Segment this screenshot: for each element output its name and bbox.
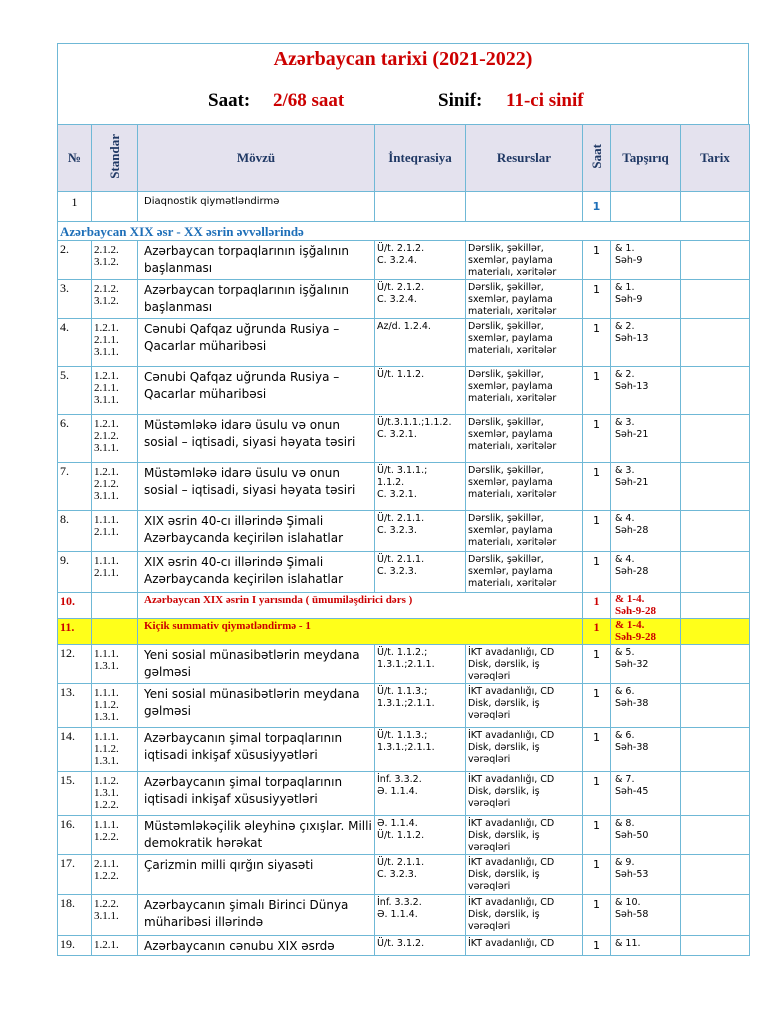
row-topic: Kiçik summativ qiymətləndirmə - 1 bbox=[138, 619, 583, 645]
row-topic: Azərbaycanın şimalı Birinci Dünya müharibəsi illərində bbox=[138, 895, 375, 936]
row-task: & 6. Səh-38 bbox=[611, 728, 681, 772]
row-topic: Diaqnostik qiymətləndirmə bbox=[138, 192, 375, 222]
row-hours: 1 bbox=[583, 319, 611, 367]
row-date bbox=[681, 855, 750, 895]
row-task: & 4. Səh-28 bbox=[611, 511, 681, 552]
row-date bbox=[681, 895, 750, 936]
row-standard: 1.1.2. 1.3.1. 1.2.2. bbox=[92, 772, 138, 816]
row-topic: Azərbaycan torpaqlarının işğalının başlanması bbox=[138, 280, 375, 319]
row-no: 11. bbox=[58, 619, 92, 645]
row-standard: 1.2.1. 2.1.1. 3.1.1. bbox=[92, 319, 138, 367]
row-resources: İKT avadanlığı, CD Disk, dərslik, iş vərəqləri bbox=[466, 895, 583, 936]
row-topic: Müstəmləkəçilik əleyhinə çıxışlar. Milli demokratik hərəkat bbox=[138, 816, 375, 855]
row-hours: 1 bbox=[583, 552, 611, 593]
row-date bbox=[681, 936, 750, 956]
row-resources: İKT avadanlığı, CD Disk, dərslik, iş vərəqləri bbox=[466, 816, 583, 855]
row-integration: Ü/t. 1.1.2. bbox=[375, 367, 466, 415]
sinif-value: 11-ci sinif bbox=[506, 90, 584, 111]
table-row bbox=[58, 816, 750, 855]
row-resources: Dərslik, şəkillər, sxemlər, paylama materialı, xəritələr bbox=[466, 280, 583, 319]
row-no: 6. bbox=[58, 415, 92, 463]
row-no: 14. bbox=[58, 728, 92, 772]
row-standard: 2.1.1. 1.2.2. bbox=[92, 855, 138, 895]
row-resources: Dərslik, şəkillər, sxemlər, paylama materialı, xəritələr bbox=[466, 511, 583, 552]
saat-label: Saat: bbox=[208, 90, 251, 111]
row-standard bbox=[92, 619, 138, 645]
row-integration: Ü/t. 1.1.3.; 1.3.1.;2.1.1. bbox=[375, 728, 466, 772]
row-date bbox=[681, 280, 750, 319]
row-no: 8. bbox=[58, 511, 92, 552]
row-hours: 1 bbox=[583, 855, 611, 895]
row-task: & 11. bbox=[611, 936, 681, 956]
row-integration: Ü/t. 1.1.3.; 1.3.1.;2.1.1. bbox=[375, 684, 466, 728]
row-topic: XIX əsrin 40-cı illərində Şimali Azərbaycanda keçirilən islahatlar bbox=[138, 511, 375, 552]
row-date bbox=[681, 241, 750, 280]
row-task: & 6. Səh-38 bbox=[611, 684, 681, 728]
row-task: & 1. Səh-9 bbox=[611, 280, 681, 319]
table-row bbox=[58, 319, 750, 367]
row-integration: Ü/t.3.1.1.;1.1.2. C. 3.2.1. bbox=[375, 415, 466, 463]
row-standard: 1.1.1. 1.1.2. 1.3.1. bbox=[92, 728, 138, 772]
table-row bbox=[58, 728, 750, 772]
row-hours: 1 bbox=[583, 463, 611, 511]
row-no: 12. bbox=[58, 645, 92, 684]
row-topic: Yeni sosial münasibətlərin meydana gəlməsi bbox=[138, 645, 375, 684]
row-date bbox=[681, 728, 750, 772]
col-header-resources: Resurslar bbox=[466, 125, 583, 192]
section-title: Azərbaycan XIX əsr - XX əsrin əvvəllərində bbox=[58, 222, 750, 241]
row-hours: 1 bbox=[583, 772, 611, 816]
row-task: & 3. Səh-21 bbox=[611, 415, 681, 463]
table-header-row bbox=[58, 125, 750, 192]
row-resources: İKT avadanlığı, CD Disk, dərslik, iş vərəqləri bbox=[466, 772, 583, 816]
row-date bbox=[681, 367, 750, 415]
row-hours: 1 bbox=[583, 367, 611, 415]
row-standard: 2.1.2. 3.1.2. bbox=[92, 241, 138, 280]
row-resources: Dərslik, şəkillər, sxemlər, paylama materialı, xəritələr bbox=[466, 415, 583, 463]
table-row bbox=[58, 241, 750, 280]
row-task: & 3. Səh-21 bbox=[611, 463, 681, 511]
row-integration: İnf. 3.3.2. Ə. 1.1.4. bbox=[375, 895, 466, 936]
row-integration: Ü/t. 2.1.2. C. 3.2.4. bbox=[375, 241, 466, 280]
row-task: & 7. Səh-45 bbox=[611, 772, 681, 816]
row-hours: 1 bbox=[583, 415, 611, 463]
row-date bbox=[681, 319, 750, 367]
row-hours: 1 bbox=[583, 593, 611, 619]
row-task: & 1. Səh-9 bbox=[611, 241, 681, 280]
table-row bbox=[58, 280, 750, 319]
row-task: & 10. Səh-58 bbox=[611, 895, 681, 936]
row-resources: Dərslik, şəkillər, sxemlər, paylama materialı, xəritələr bbox=[466, 319, 583, 367]
row-resources: Dərslik, şəkillər, sxemlər, paylama materialı, xəritələr bbox=[466, 367, 583, 415]
row-integration: Ü/t. 3.1.2. bbox=[375, 936, 466, 956]
row-topic: Çarizmin milli qırğın siyasəti bbox=[138, 855, 375, 895]
row-task: & 5. Səh-32 bbox=[611, 645, 681, 684]
row-hours: 1 bbox=[583, 619, 611, 645]
header-box bbox=[57, 43, 749, 124]
row-hours: 1 bbox=[583, 192, 611, 222]
row-resources: Dərslik, şəkillər, sxemlər, paylama materialı, xəritələr bbox=[466, 241, 583, 280]
row-resources: Dərslik, şəkillər, sxemlər, paylama materialı, xəritələr bbox=[466, 463, 583, 511]
table-row bbox=[58, 415, 750, 463]
row-no: 9. bbox=[58, 552, 92, 593]
row-no: 1 bbox=[58, 192, 92, 222]
row-date bbox=[681, 415, 750, 463]
row-no: 15. bbox=[58, 772, 92, 816]
row-hours: 1 bbox=[583, 728, 611, 772]
row-resources: İKT avadanlığı, CD Disk, dərslik, iş vərəqləri bbox=[466, 684, 583, 728]
sinif-label: Sinif: bbox=[438, 90, 483, 111]
row-integration: Ü/t. 2.1.1. C. 3.2.3. bbox=[375, 511, 466, 552]
row-resources: İKT avadanlığı, CD Disk, dərslik, iş vərəqləri bbox=[466, 855, 583, 895]
row-no: 5. bbox=[58, 367, 92, 415]
row-topic: Azərbaycanın cənubu XIX əsrdə bbox=[138, 936, 375, 956]
row-task: & 1-4. Səh-9-28 bbox=[611, 593, 681, 619]
row-resources: İKT avadanlığı, CD Disk, dərslik, iş vərəqləri bbox=[466, 728, 583, 772]
table-row bbox=[58, 772, 750, 816]
col-header-task: Tapşırıq bbox=[611, 125, 681, 192]
row-task: & 2. Səh-13 bbox=[611, 319, 681, 367]
table-row bbox=[58, 367, 750, 415]
col-header-topic: Mövzü bbox=[138, 125, 375, 192]
row-standard: 1.2.2. 3.1.1. bbox=[92, 895, 138, 936]
row-no: 18. bbox=[58, 895, 92, 936]
row-date bbox=[681, 816, 750, 855]
row-no: 19. bbox=[58, 936, 92, 956]
row-integration: Ü/t. 1.1.2.; 1.3.1.;2.1.1. bbox=[375, 645, 466, 684]
table-row bbox=[58, 684, 750, 728]
row-date bbox=[681, 684, 750, 728]
table-row-diagnostic bbox=[58, 192, 750, 222]
row-integration: İnf. 3.3.2. Ə. 1.1.4. bbox=[375, 772, 466, 816]
row-hours: 1 bbox=[583, 816, 611, 855]
row-standard: 1.2.1. 2.1.2. 3.1.1. bbox=[92, 415, 138, 463]
row-hours: 1 bbox=[583, 895, 611, 936]
row-integration: Az/d. 1.2.4. bbox=[375, 319, 466, 367]
row-date bbox=[681, 463, 750, 511]
table-row bbox=[58, 895, 750, 936]
row-standard: 1.2.1. bbox=[92, 936, 138, 956]
row-no: 3. bbox=[58, 280, 92, 319]
row-no: 4. bbox=[58, 319, 92, 367]
row-standard bbox=[92, 593, 138, 619]
table-row bbox=[58, 463, 750, 511]
col-header-date: Tarix bbox=[681, 125, 750, 192]
row-topic: Yeni sosial münasibətlərin meydana gəlməsi bbox=[138, 684, 375, 728]
row-no: 2. bbox=[58, 241, 92, 280]
row-hours: 1 bbox=[583, 645, 611, 684]
row-integration: Ə. 1.1.4. Ü/t. 1.1.2. bbox=[375, 816, 466, 855]
row-date bbox=[681, 772, 750, 816]
row-hours: 1 bbox=[583, 241, 611, 280]
table-row bbox=[58, 645, 750, 684]
row-topic: Azərbaycan XIX əsrin I yarısında ( ümumiləşdirici dərs ) bbox=[138, 593, 583, 619]
row-integration: Ü/t. 2.1.1. C. 3.2.3. bbox=[375, 855, 466, 895]
row-no: 10. bbox=[58, 593, 92, 619]
row-date bbox=[681, 552, 750, 593]
row-task: & 9. Səh-53 bbox=[611, 855, 681, 895]
table-row bbox=[58, 855, 750, 895]
col-header-standard: Standar bbox=[92, 125, 138, 192]
row-resources: Dərslik, şəkillər, sxemlər, paylama materialı, xəritələr bbox=[466, 552, 583, 593]
row-hours: 1 bbox=[583, 280, 611, 319]
row-no: 16. bbox=[58, 816, 92, 855]
row-topic: Müstəmləkə idarə üsulu və onun sosial – iqtisadi, siyasi həyata təsiri bbox=[138, 415, 375, 463]
row-hours: 1 bbox=[583, 936, 611, 956]
row-task: & 1-4. Səh-9-28 bbox=[611, 619, 681, 645]
row-standard: 1.1.1. 2.1.1. bbox=[92, 552, 138, 593]
col-header-integration: İnteqrasiya bbox=[375, 125, 466, 192]
col-header-hours: Saat bbox=[583, 125, 611, 192]
row-standard: 1.2.1. 2.1.2. 3.1.1. bbox=[92, 463, 138, 511]
table-row bbox=[58, 552, 750, 593]
row-standard: 1.1.1. 1.2.2. bbox=[92, 816, 138, 855]
row-task: & 8. Səh-50 bbox=[611, 816, 681, 855]
row-standard: 1.1.1. 2.1.1. bbox=[92, 511, 138, 552]
row-integration: Ü/t. 2.1.1. C. 3.2.3. bbox=[375, 552, 466, 593]
table-row bbox=[58, 593, 750, 619]
row-topic: XIX əsrin 40-cı illərində Şimali Azərbaycanda keçirilən islahatlar bbox=[138, 552, 375, 593]
row-topic: Azərbaycanın şimal torpaqlarının iqtisadi inkişaf xüsusiyyətləri bbox=[138, 772, 375, 816]
lesson-plan-page bbox=[57, 43, 749, 956]
row-date bbox=[681, 511, 750, 552]
row-resources: İKT avadanlığı, CD Disk, dərslik, iş vərəqləri bbox=[466, 645, 583, 684]
row-no: 17. bbox=[58, 855, 92, 895]
row-standard: 1.2.1. 2.1.1. 3.1.1. bbox=[92, 367, 138, 415]
page-title: Azərbaycan tarixi (2021-2022) bbox=[273, 48, 533, 70]
row-date bbox=[681, 593, 750, 619]
row-no: 13. bbox=[58, 684, 92, 728]
section-row bbox=[58, 222, 750, 241]
row-resources: İKT avadanlığı, CD bbox=[466, 936, 583, 956]
row-standard: 1.1.1. 1.3.1. bbox=[92, 645, 138, 684]
row-integration: Ü/t. 2.1.2. C. 3.2.4. bbox=[375, 280, 466, 319]
row-topic: Cənubi Qafqaz uğrunda Rusiya – Qacarlar müharibəsi bbox=[138, 367, 375, 415]
row-topic: Cənubi Qafqaz uğrunda Rusiya – Qacarlar müharibəsi bbox=[138, 319, 375, 367]
table-row bbox=[58, 511, 750, 552]
col-header-no: № bbox=[58, 125, 92, 192]
row-standard: 1.1.1. 1.1.2. 1.3.1. bbox=[92, 684, 138, 728]
saat-value: 2/68 saat bbox=[273, 90, 345, 111]
row-date bbox=[681, 645, 750, 684]
table-row bbox=[58, 936, 750, 956]
row-standard: 2.1.2. 3.1.2. bbox=[92, 280, 138, 319]
row-task: & 4. Səh-28 bbox=[611, 552, 681, 593]
row-topic: Azərbaycanın şimal torpaqlarının iqtisadi inkişaf xüsusiyyətləri bbox=[138, 728, 375, 772]
row-no: 7. bbox=[58, 463, 92, 511]
row-task: & 2. Səh-13 bbox=[611, 367, 681, 415]
lesson-table bbox=[57, 124, 750, 956]
row-integration: Ü/t. 3.1.1.; 1.1.2. C. 3.2.1. bbox=[375, 463, 466, 511]
row-topic: Azərbaycan torpaqlarının işğalının başlanması bbox=[138, 241, 375, 280]
row-hours: 1 bbox=[583, 684, 611, 728]
row-topic: Müstəmləkə idarə üsulu və onun sosial – iqtisadi, siyasi həyata təsiri bbox=[138, 463, 375, 511]
table-row bbox=[58, 619, 750, 645]
row-hours: 1 bbox=[583, 511, 611, 552]
row-date bbox=[681, 619, 750, 645]
